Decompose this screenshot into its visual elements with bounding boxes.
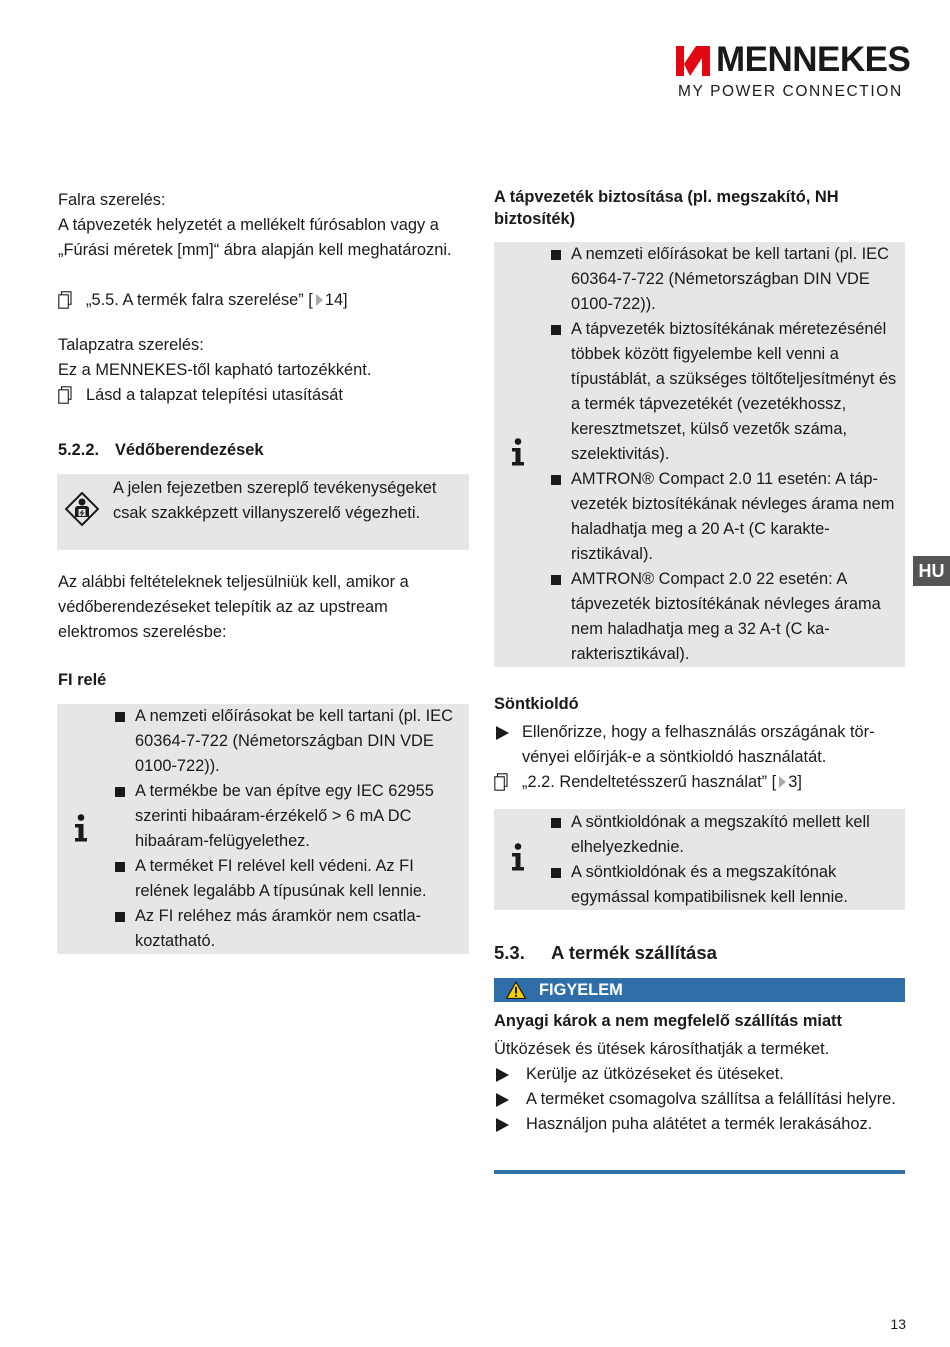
damage-heading: Anyagi károk a nem megfelelő szállítás miatt — [494, 1012, 842, 1030]
section-divider — [494, 1170, 905, 1174]
fi-relay-info-box — [57, 704, 469, 954]
fi-relay-list — [115, 704, 465, 954]
section-number: 5.2.2. — [58, 441, 100, 459]
action-step: Használjon puha alátétet a termék lerakásához. — [494, 1112, 906, 1137]
electrician-note-text: A jelen fejezetben szereplő tevékenységeket csak szakképzett villanyszerelő végezheti. — [113, 479, 437, 522]
list-item: AMTRON® Compact 2.0 22 esetén: A tápvezeték biztosítékának névleges árama nem haladhatja meg a 32 A-t (C karakterisztikával). — [551, 567, 901, 667]
document-reference-icon — [494, 773, 508, 791]
list-item: A nemzeti előírásokat be kell tartani (pl. IEC 60364-7-722 (Németországban DIN VDE 0100-722)). — [551, 242, 901, 317]
wall-mount-reference[interactable] — [58, 288, 470, 313]
list-item: A söntkioldónak és a megszakítónak egymással kompatibilisnek kell lennie. — [551, 860, 891, 910]
action-step: A terméket csomagolva szállítsa a felállítási helyre. — [494, 1087, 906, 1112]
wall-mount-reference-text: „5.5. A termék falra szerelése” [ 14] — [86, 291, 348, 309]
fuse-heading: A tápvezeték biztosítása (pl. megszakító, NH biztosíték) — [494, 188, 839, 228]
list-item: A tápvezeték biztosítékának méretezésénél többek között figyelembe kell venni a típustáblát, a szükséges töltőteljesítményt és a termék tápvezetékét (vezetékhossz, keresztmetszet, külső vezetők száma, szelektivitás). — [551, 317, 901, 467]
shunt-list — [551, 810, 891, 910]
shunt-info-box — [494, 809, 905, 910]
warning-label: FIGYELEM — [539, 981, 623, 999]
electrician-note-box — [57, 474, 469, 550]
conditions-text: Az alábbi feltételeknek teljesülniük kell, amikor a védőberendezéseket telepítik az az upstream elektromos szerelésbe: — [58, 573, 409, 641]
action-step: Kerülje az ütközéseket és ütéseket. — [494, 1062, 906, 1087]
fuse-info-box — [494, 242, 905, 667]
document-reference-icon — [58, 386, 72, 404]
section-heading-5-3 — [494, 940, 906, 965]
logo-tagline: MY POWER CONNECTION — [678, 83, 903, 100]
action-step: Ellenőrizze, hogy a felhasználás országának törvényei előírják-e a söntkioldó használatát. — [494, 720, 906, 770]
page-arrow-icon — [779, 776, 786, 788]
fi-relay-heading: FI relé — [58, 671, 107, 689]
pedestal-reference[interactable] — [58, 383, 470, 408]
wall-mount-text: A tápvezeték helyzetét a mellékelt fúrósablon vagy a „Fúrási méretek [mm]“ ábra alapján kell meghatározni. — [58, 216, 452, 259]
info-icon — [74, 814, 88, 842]
section-title: A termék szállítása — [551, 942, 717, 963]
list-item: A nemzeti előírásokat be kell tartani (pl. IEC 60364-7-722 (Németországban DIN VDE 0100-722)). — [115, 704, 465, 779]
warning-banner — [494, 978, 905, 1002]
document-reference-icon — [58, 291, 72, 309]
shunt-trip-heading: Söntkioldó — [494, 695, 579, 713]
section-number: 5.3. — [494, 942, 525, 963]
pedestal-mount-title: Talapzatra szerelés: — [58, 336, 204, 354]
damage-text: Ütközések és ütések károsíthatják a terméket. — [494, 1040, 830, 1058]
section-title: Védőberendezések — [115, 441, 264, 459]
shunt-reference[interactable] — [494, 770, 906, 795]
page-number: 13 — [890, 1316, 906, 1332]
pedestal-mount-text: Ez a MENNEKES-től kapható tartozékként. — [58, 361, 372, 379]
mennekes-logo — [676, 40, 911, 104]
wall-mount-title: Falra szerelés: — [58, 191, 166, 209]
pedestal-reference-text: Lásd a talapzat telepítési utasítását — [86, 386, 343, 404]
page-arrow-icon — [316, 294, 323, 306]
list-item: A termékbe be van építve egy IEC 62955 szerinti hibaáram-érzékelő > 6 mA DC hibaáram-felügyelethez. — [115, 779, 465, 854]
mennekes-logo-mark-icon — [676, 46, 710, 76]
section-heading-5-2-2 — [58, 438, 470, 463]
shunt-reference-text: „2.2. Rendeltetésszerű használat” [ 3] — [522, 773, 802, 791]
info-icon — [511, 438, 525, 466]
warning-triangle-icon — [506, 981, 526, 999]
list-item: A söntkioldónak a megszakító mellett kell elhelyezkednie. — [551, 810, 891, 860]
list-item: AMTRON® Compact 2.0 11 esetén: A tápvezeték biztosítékának névleges árama nem haladhatja meg a 20 A-t (C karakterisztikával). — [551, 467, 901, 567]
info-icon — [511, 843, 525, 871]
language-tab: HU — [913, 556, 950, 586]
shunt-steps — [494, 720, 906, 770]
electrician-icon — [65, 492, 99, 526]
damage-steps — [494, 1062, 906, 1137]
logo-name: MENNEKES — [716, 40, 911, 79]
list-item: Az FI reléhez más áramkör nem csatlakoztatható. — [115, 904, 465, 954]
fuse-list — [551, 242, 901, 667]
list-item: A terméket FI relével kell védeni. Az FI relének legalább A típusúnak kell lennie. — [115, 854, 465, 904]
